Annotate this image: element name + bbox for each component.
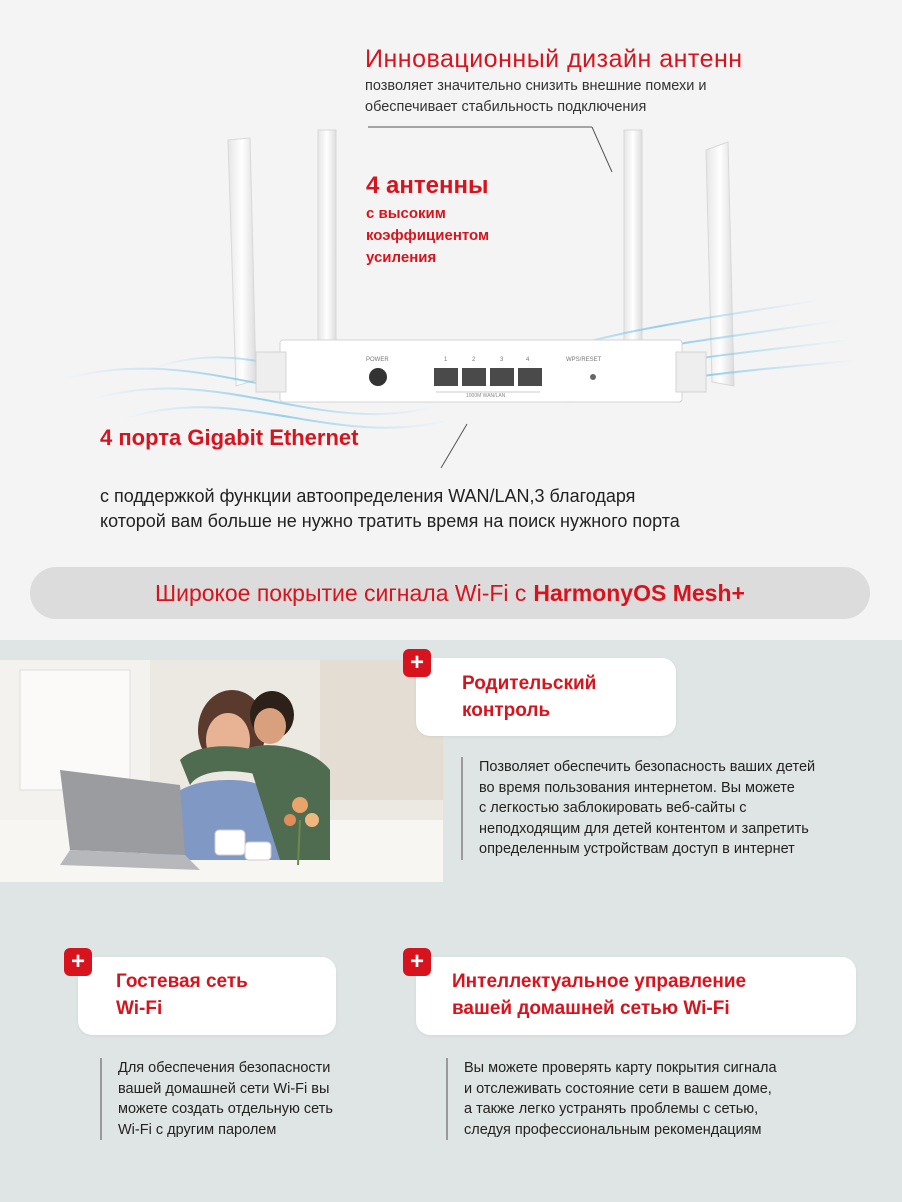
four-antennas-line-2: коэффициентом (366, 227, 490, 244)
family-photo (0, 660, 443, 882)
parental-control-description (461, 757, 881, 860)
power-label: POWER (366, 357, 389, 363)
smart-management-title-line-2: вашей домашней сетью Wi-Fi (452, 998, 730, 1019)
smart-management-card (416, 957, 856, 1035)
port-label-4: 4 (526, 357, 530, 363)
ports-caption: 1000M WAN/LAN (466, 393, 506, 399)
port-label-3: 3 (500, 357, 504, 363)
antenna-right-inner (624, 130, 642, 360)
ports-line-1: с поддержкой функции автоопределения WAN/LAN,3 благодаря (100, 486, 636, 506)
parental-control-title-line-2: контроль (462, 700, 551, 721)
port-label-1: 1 (444, 357, 448, 363)
banner-brand: HarmonyOS Mesh+ (533, 579, 745, 606)
port-label-2: 2 (472, 357, 476, 363)
smart-plus-icon: + (403, 948, 431, 976)
smart-management-title-line-1: Интеллектуальное управление (452, 971, 747, 992)
four-antennas-description (366, 203, 536, 269)
smart-desc-line-1: Вы можете проверять карту покрытия сигнала (464, 1060, 777, 1076)
guest-desc-line-4: Wi-Fi с другим паролем (118, 1121, 277, 1138)
antenna-design-title: Инновационный дизайн антенн (365, 45, 743, 73)
parental-control-title-line-1: Родительский (462, 673, 597, 694)
smart-desc-line-3: а также легко устранять проблемы с сетью, (464, 1101, 759, 1117)
smart-desc-line-2: и отслеживать состояние сети в вашем доме, (464, 1080, 772, 1097)
guest-network-title (116, 968, 248, 1022)
guest-network-description (100, 1058, 400, 1140)
parental-desc-line-2: во время пользования интернетом. Вы можете (479, 779, 795, 796)
ports-title: 4 порта Gigabit Ethernet (100, 425, 359, 450)
parental-desc-line-4: неподходящим для детей контентом и запретить (479, 820, 809, 837)
smart-desc-line-4: следуя профессиональным рекомендациям (464, 1121, 762, 1138)
leader-line-ports (441, 424, 467, 468)
antenna-design-line-2: обеспечивает стабильность подключения (365, 99, 647, 115)
parental-desc-line-3: с легкостью заблокировать веб-сайты с (479, 800, 747, 816)
coverage-banner (30, 567, 870, 619)
ports-description (100, 484, 820, 534)
guest-plus-icon: + (64, 948, 92, 976)
ports-line-2: которой вам больше не нужно тратить время на поиск нужного порта (100, 511, 680, 531)
parental-desc-line-1: Позволяет обеспечить безопасность ваших детей (479, 759, 816, 775)
antenna-left-outer (228, 138, 256, 386)
guest-desc-line-3: можете создать отдельную сеть (118, 1101, 333, 1117)
smart-management-title (452, 968, 746, 1022)
parental-plus-icon: + (403, 649, 431, 677)
reset-label: WPS/RESET (566, 357, 602, 363)
antenna-left-inner (318, 130, 336, 360)
banner-text: Широкое покрытие сигнала Wi-Fi с (155, 579, 527, 606)
guest-desc-line-1: Для обеспечения безопасности (118, 1060, 331, 1076)
guest-network-title-line-1: Гостевая сеть (116, 971, 248, 992)
parental-control-card (416, 658, 676, 736)
antenna-design-line-1: позволяет значительно снизить внешние помехи и (365, 78, 707, 94)
four-antennas-line-3: усиления (366, 249, 437, 266)
four-antennas-title: 4 антенны (366, 172, 489, 199)
guest-network-card (78, 957, 336, 1035)
parental-control-title (462, 670, 596, 724)
four-antennas-line-1: с высоким (366, 205, 446, 222)
smart-management-description (446, 1058, 866, 1140)
parental-desc-line-5: определенным устройствам доступ в интернет (479, 841, 795, 857)
guest-desc-line-2: вашей домашней сети Wi-Fi вы (118, 1080, 330, 1097)
guest-network-title-line-2: Wi-Fi (116, 998, 163, 1019)
antenna-design-description (365, 76, 785, 118)
antenna-right-outer (706, 142, 734, 386)
